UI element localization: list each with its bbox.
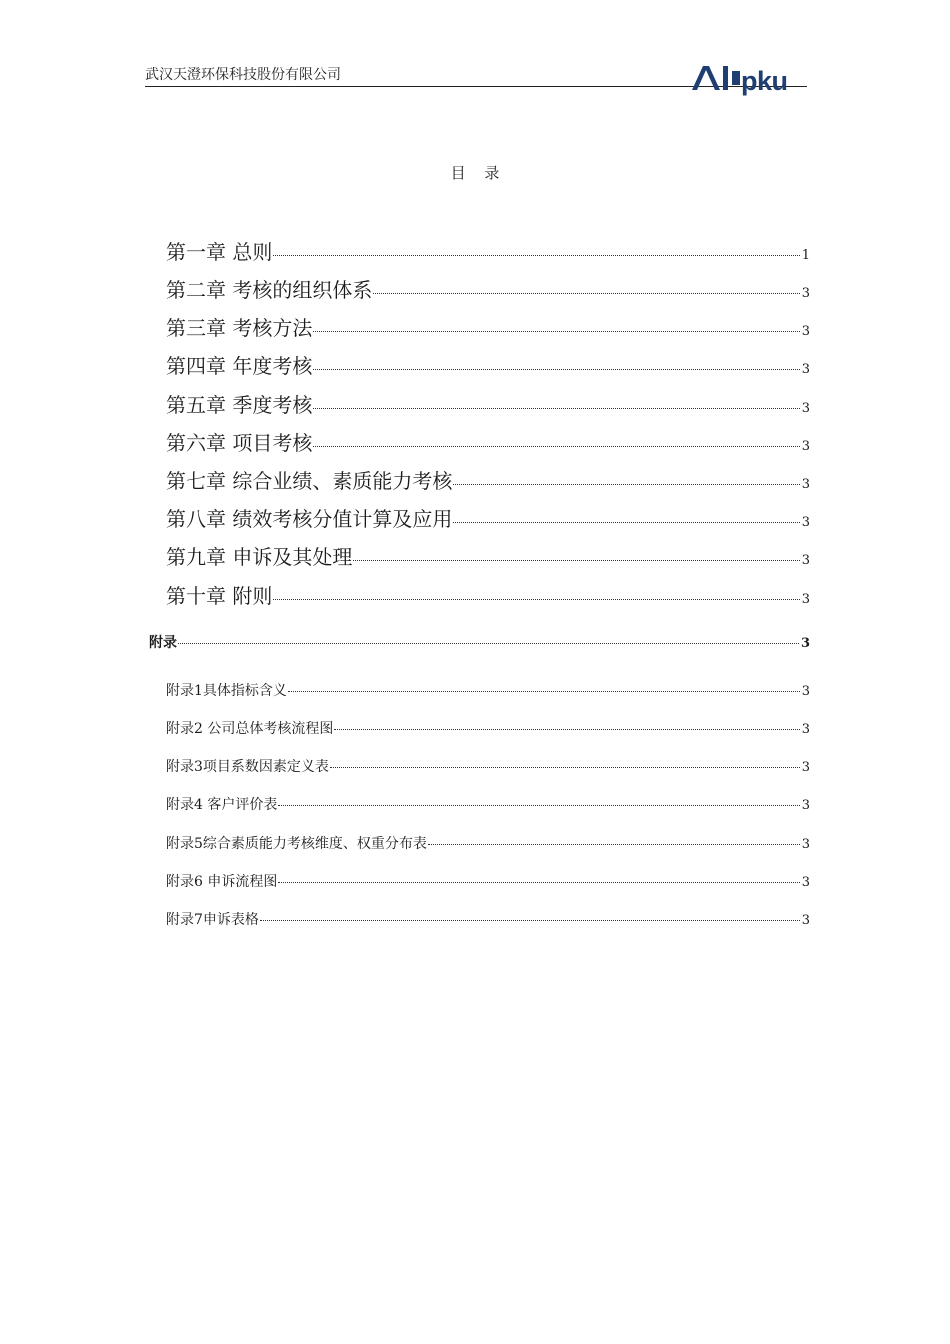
toc-entry-chapter-2[interactable] [166, 277, 810, 307]
dot-leader [373, 293, 799, 294]
dot-leader [453, 484, 799, 485]
toc-entry-appendix-4[interactable] [166, 795, 810, 816]
toc-entry-page: 3 [801, 286, 810, 301]
logo-block [732, 71, 740, 85]
toc-entry-appendix-7[interactable] [166, 910, 810, 931]
toc-title-right: 录 [484, 164, 500, 182]
dot-leader [453, 522, 799, 523]
toc-title [0, 163, 950, 183]
company-logo [690, 62, 808, 96]
toc-entry-label: 附录 [149, 635, 177, 651]
logo-bar-l [723, 66, 728, 90]
toc-entry-label: 第五章 季度考核 [166, 393, 313, 417]
toc-entry-label: 附录2 公司总体考核流程图 [166, 721, 334, 737]
toc-entry-label: 附录7申诉表格 [166, 912, 259, 928]
toc-entry-appendix-1[interactable] [166, 681, 810, 702]
toc-entry-label: 附录3项目系数因素定义表 [166, 759, 329, 775]
toc-entry-page: 3 [801, 837, 810, 852]
toc-entry-label: 第六章 项目考核 [166, 431, 313, 455]
toc-entry-page: 3 [801, 439, 810, 454]
dot-leader [428, 844, 800, 845]
dot-leader [288, 691, 800, 692]
toc-entry-label: 附录1具体指标含义 [166, 683, 287, 699]
toc-entry-chapter-1[interactable] [166, 239, 810, 269]
toc-entry-label: 附录4 客户评价表 [166, 797, 278, 813]
logo-letter-a [692, 66, 720, 90]
toc-entry-chapter-7[interactable] [166, 468, 810, 498]
toc-entry-page: 1 [801, 248, 810, 263]
dot-leader [278, 805, 799, 806]
toc-entry-page: 3 [801, 324, 810, 339]
dot-leader [260, 920, 800, 921]
toc-entry-chapter-5[interactable] [166, 392, 810, 422]
dot-leader [313, 446, 799, 447]
toc-entry-page: 3 [801, 553, 810, 568]
toc-entry-appendix-6[interactable] [166, 872, 810, 893]
dot-leader [313, 331, 799, 332]
toc-entry-appendix[interactable] [149, 633, 810, 654]
toc-entry-label: 附录5综合素质能力考核维度、权重分布表 [166, 836, 427, 852]
toc-entry-page: 3 [801, 875, 810, 890]
toc-entry-page: 3 [801, 684, 810, 699]
toc-entry-page: 3 [801, 760, 810, 775]
dot-leader [334, 729, 799, 730]
toc-entry-label: 第二章 考核的组织体系 [166, 278, 373, 302]
toc-entry-page: 3 [801, 798, 810, 813]
dot-leader [178, 643, 799, 644]
toc-entry-page: 3 [801, 592, 810, 607]
toc-entry-label: 第三章 考核方法 [166, 316, 313, 340]
dot-leader [313, 369, 799, 370]
dot-leader [278, 882, 799, 883]
toc-title-left: 目 [450, 164, 466, 182]
toc-entry-chapter-8[interactable] [166, 506, 810, 536]
toc-entry-label: 附录6 申诉流程图 [166, 874, 278, 890]
dot-leader [273, 599, 799, 600]
toc-entry-label: 第八章 绩效考核分值计算及应用 [166, 507, 453, 531]
toc-entry-page: 3 [800, 636, 810, 651]
page-header [145, 62, 807, 96]
toc-entry-page: 3 [801, 722, 810, 737]
toc-entry-label: 第一章 总则 [166, 240, 273, 264]
dot-leader [353, 560, 799, 561]
dot-leader [313, 408, 799, 409]
toc-entry-label: 第七章 综合业绩、素质能力考核 [166, 469, 453, 493]
dot-leader [273, 255, 799, 256]
toc-entry-label: 第九章 申诉及其处理 [166, 545, 353, 569]
toc-entry-label: 第十章 附则 [166, 584, 273, 608]
toc-entry-chapter-3[interactable] [166, 315, 810, 345]
dot-leader [330, 767, 800, 768]
company-name: 武汉天澄环保科技股份有限公司 [145, 67, 341, 83]
toc-entry-appendix-5[interactable] [166, 834, 810, 855]
toc-entry-chapter-6[interactable] [166, 430, 810, 460]
toc-entry-appendix-2[interactable] [166, 719, 810, 740]
toc-entry-label: 第四章 年度考核 [166, 354, 313, 378]
toc-entry-chapter-10[interactable] [166, 583, 810, 613]
toc-entry-page: 3 [801, 477, 810, 492]
toc-entry-page: 3 [801, 515, 810, 530]
toc-entry-chapter-9[interactable] [166, 544, 810, 574]
toc-entry-chapter-4[interactable] [166, 353, 810, 383]
toc-entry-page: 3 [801, 362, 810, 377]
toc-entry-appendix-3[interactable] [166, 757, 810, 778]
toc-entry-page: 3 [801, 401, 810, 416]
logo-pku-text: pku [741, 66, 788, 96]
toc-entry-page: 3 [801, 913, 810, 928]
